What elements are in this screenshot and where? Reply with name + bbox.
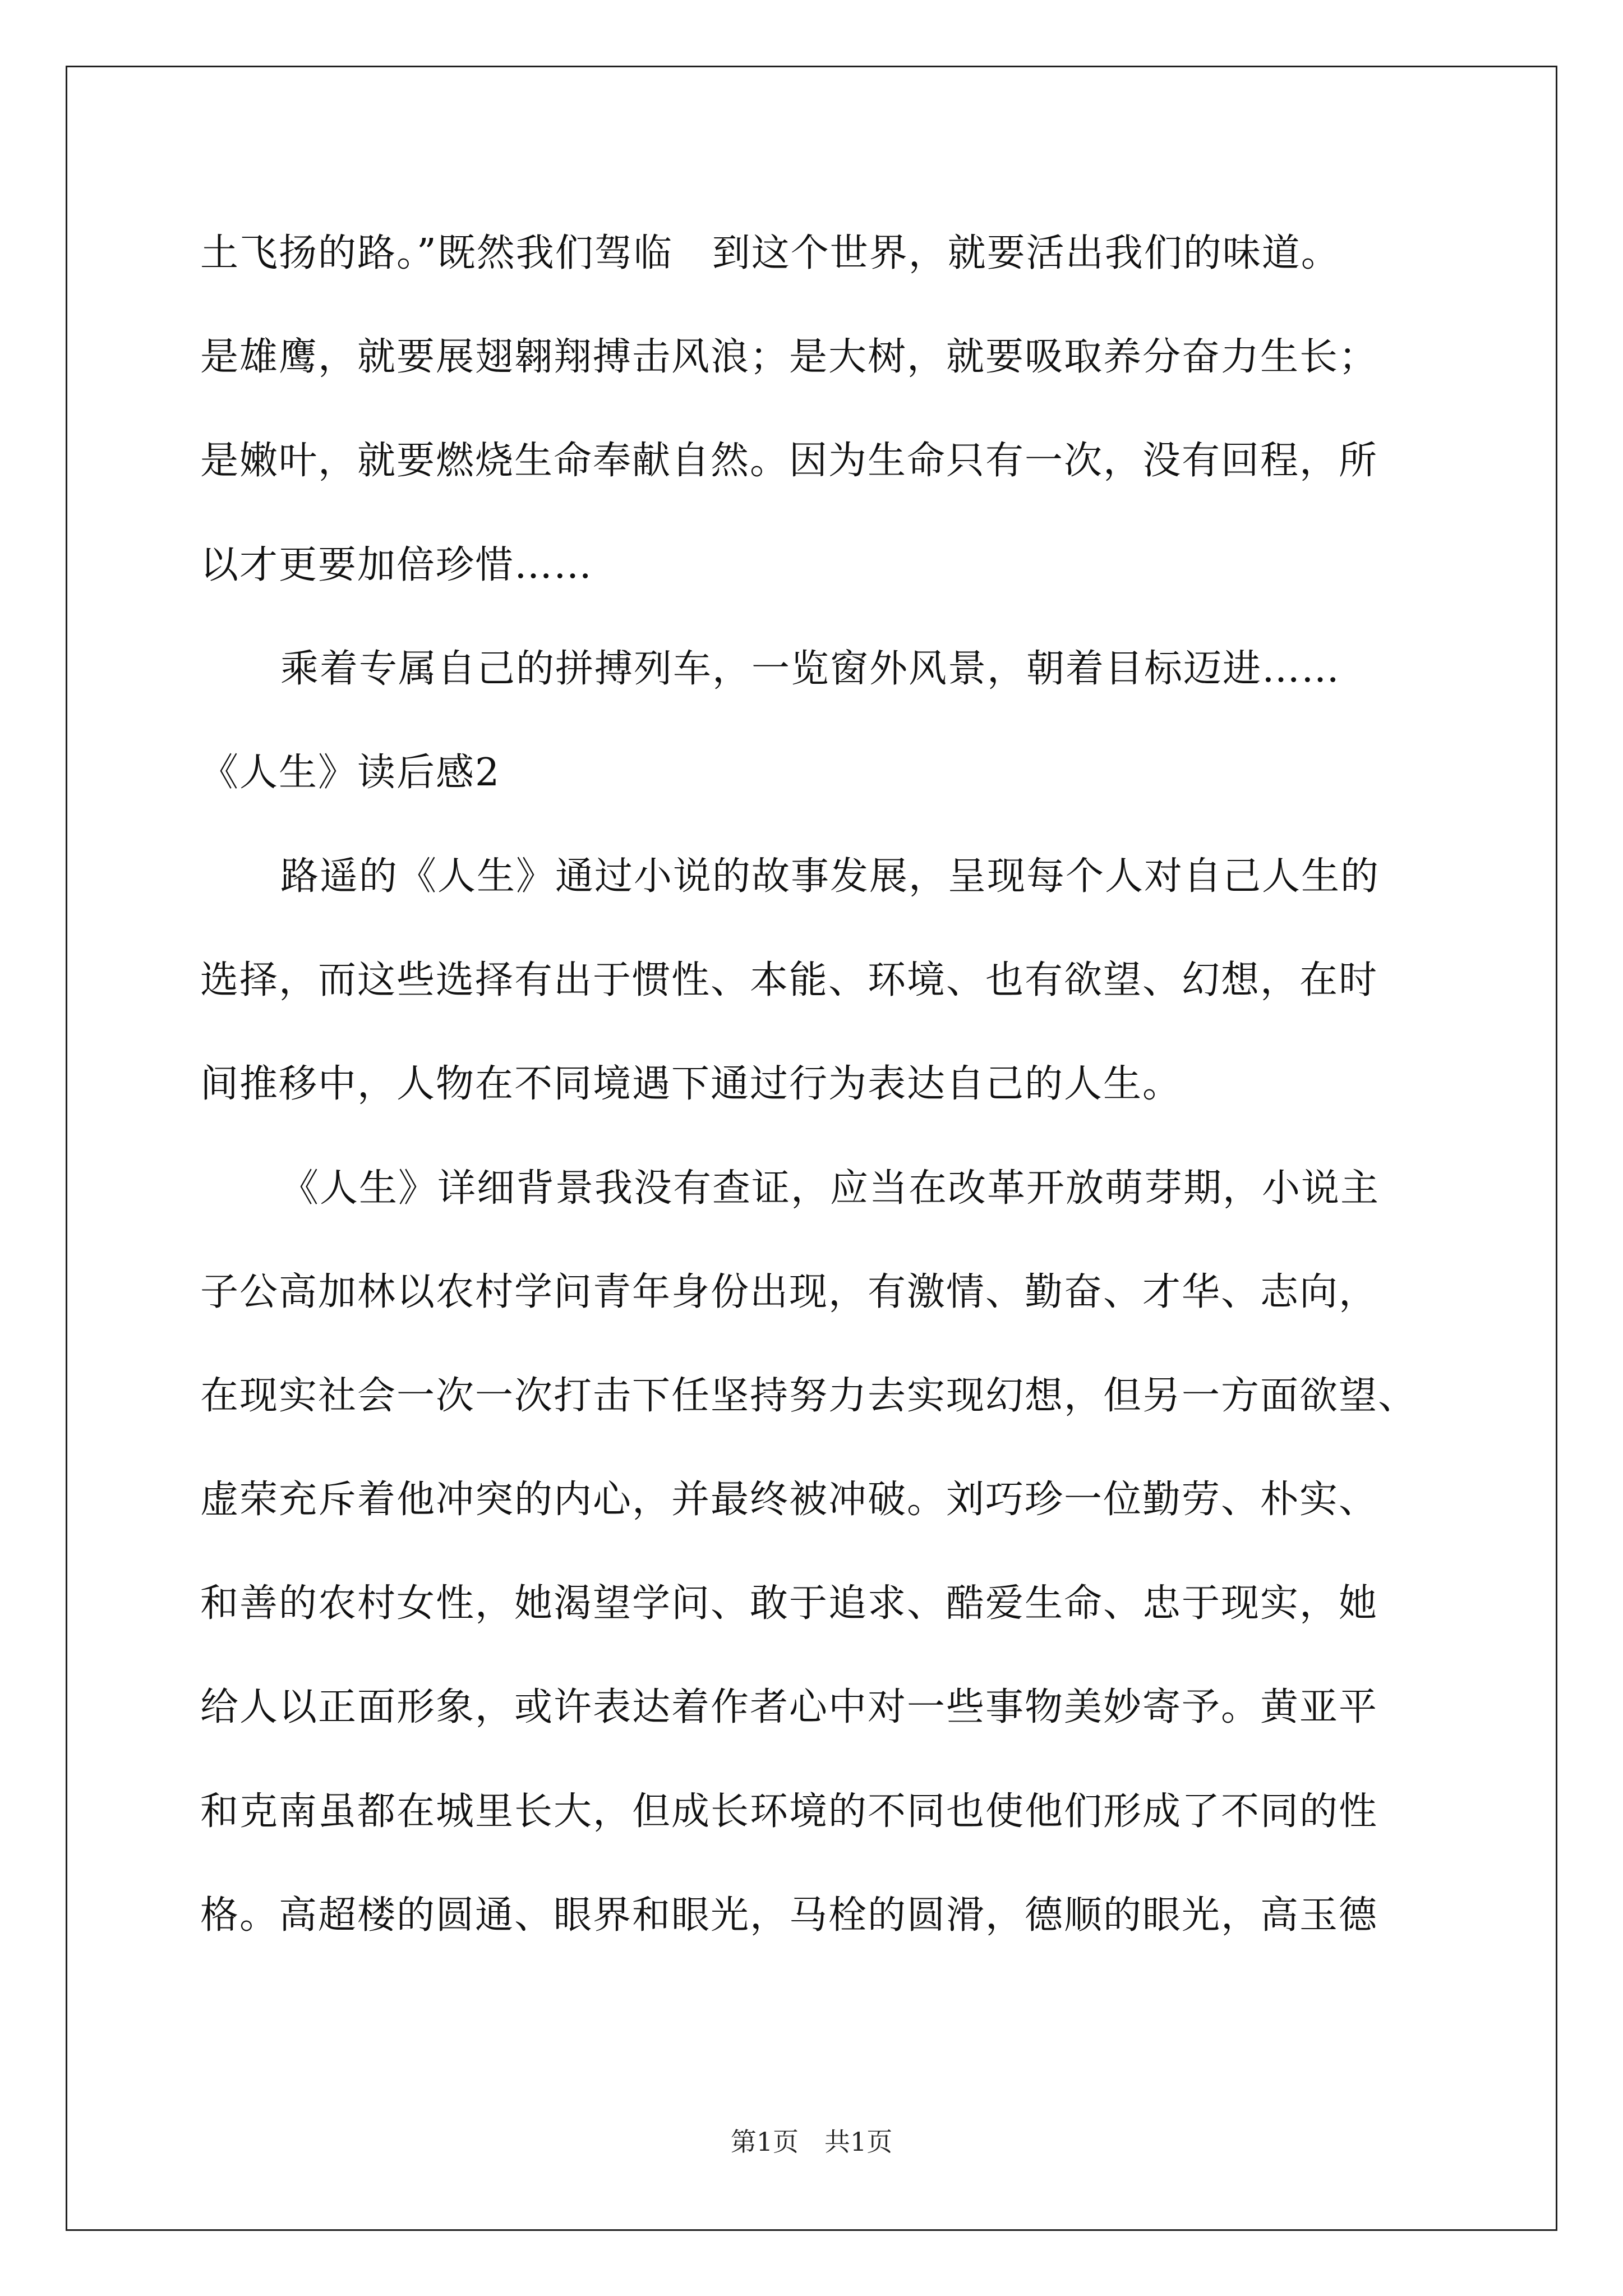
text-line: 乘着专属自己的拼搏列车，一览窗外风景，朝着目标迈进…… [280, 647, 1341, 691]
text-line: 《人生》详细背景我没有查证，应当在改革开放萌芽期，小说主 [280, 1166, 1380, 1211]
text-line: 土飞扬的路。”既然我们驾临 到这个世界，就要活出我们的味道。 [200, 231, 1340, 275]
text-line: 以才更要加倍珍惜…… [200, 543, 593, 587]
text-line: 是嫩叶，就要燃烧生命奉献自然。因为生命只有一次，没有回程，所 [200, 439, 1378, 483]
text-line: 路遥的《人生》通过小说的故事发展，呈现每个人对自己人生的 [280, 854, 1380, 899]
text-line: 是雄鹰，就要展翅翱翔搏击风浪；是大树，就要吸取养分奋力生长； [200, 335, 1378, 379]
text-line: 子公高加林以农村学问青年身份出现，有激情、勤奋、才华、志向， [200, 1270, 1378, 1314]
text-line: 和善的农村女性，她渴望学问、敢于追求、酷爱生命、忠于现实，她 [200, 1581, 1378, 1626]
text-line: 选择，而这些选择有出于惯性、本能、环境、也有欲望、幻想，在时 [200, 958, 1378, 1002]
text-line: 和克南虽都在城里长大，但成长环境的不同也使他们形成了不同的性 [200, 1789, 1378, 1834]
text-line: 虚荣充斥着他冲突的内心，并最终被冲破。刘巧珍一位勤劳、朴实、 [200, 1478, 1378, 1522]
text-line: 间推移中，人物在不同境遇下通过行为表达自己的人生。 [200, 1062, 1182, 1106]
text-line: 格。高超楼的圆通、眼界和眼光，马栓的圆滑，德顺的眼光，高玉德 [200, 1893, 1378, 1938]
page-footer: 第1页 共1页 [730, 2127, 893, 2157]
text-line: 给人以正面形象，或许表达着作者心中对一些事物美妙寄予。黄亚平 [200, 1685, 1378, 1729]
text-line: 在现实社会一次一次打击下任坚持努力去实现幻想，但另一方面欲望、 [200, 1374, 1418, 1418]
section-heading: 《人生》读后感2 [200, 751, 501, 795]
